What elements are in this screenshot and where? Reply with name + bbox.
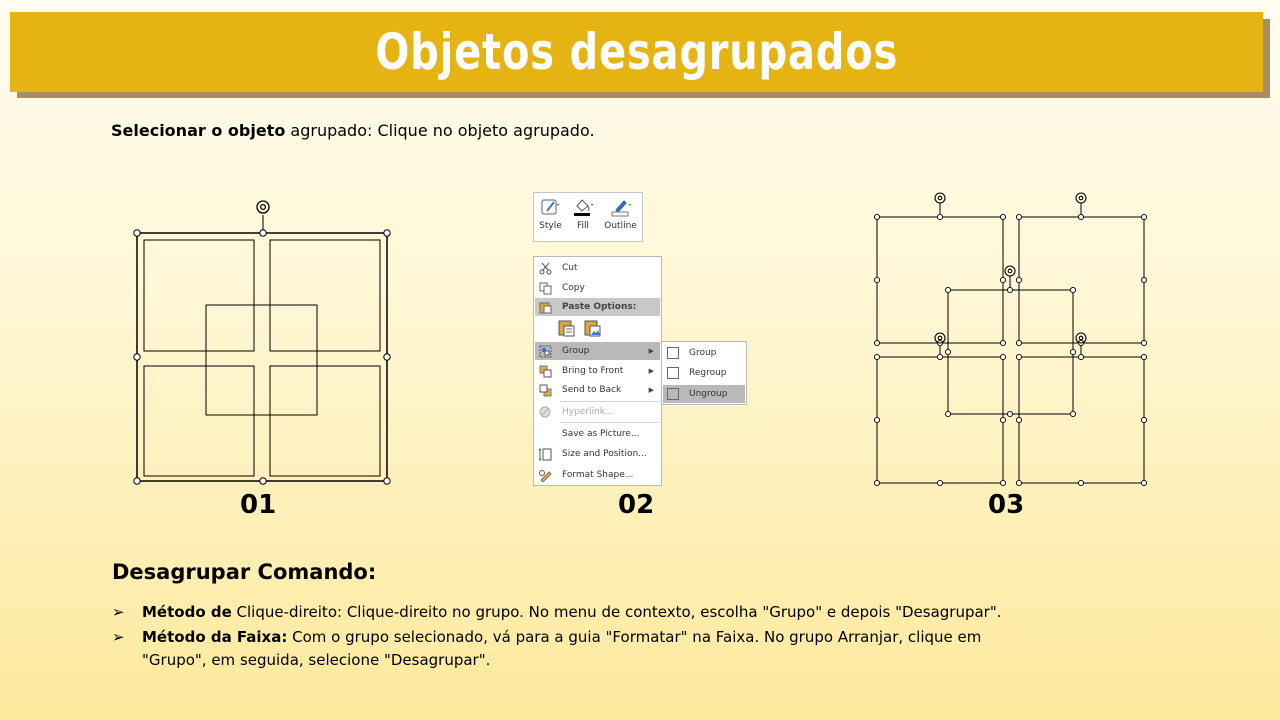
square-center	[206, 305, 317, 415]
fill-label: Fill	[576, 221, 590, 231]
submenu-arrow-icon: ▶	[648, 367, 654, 375]
figure-number-03: 03	[988, 490, 1025, 520]
menu-item-copy-label: Copy	[562, 283, 585, 293]
paste-options-header	[535, 298, 660, 316]
regroup-icon	[667, 367, 679, 379]
square-bottom-right	[270, 366, 380, 476]
submenu-item-group[interactable]	[663, 344, 745, 362]
bullet-bold: Método de	[142, 603, 232, 621]
section-title: Desagrupar Comando:	[112, 560, 377, 584]
square-bottom-left	[877, 357, 1003, 483]
figure-number-02: 02	[618, 490, 655, 520]
list-item	[112, 626, 1032, 672]
scissors-icon	[539, 262, 552, 275]
outline-button[interactable]	[604, 197, 637, 231]
square-top-left	[877, 217, 1003, 343]
size-position-icon	[539, 448, 552, 461]
figure-ungrouped-objects	[865, 185, 1160, 495]
style-label: Style	[539, 221, 562, 231]
submenu-arrow-icon: ▶	[648, 347, 654, 355]
format-shape-icon	[539, 469, 552, 482]
rotate-handle-icon	[935, 193, 1086, 343]
intro-bold: Selecionar o objeto	[111, 121, 286, 140]
figure-grouped-object	[125, 195, 400, 495]
page-title: Objetos desagrupados	[375, 23, 898, 81]
bullet-bold: Método da Faixa:	[142, 628, 288, 646]
submenu-item-regroup[interactable]	[663, 364, 745, 382]
figure-number-01: 01	[240, 490, 277, 520]
bring-to-front-icon	[539, 365, 552, 378]
menu-item-format-shape-label: Format Shape...	[562, 470, 634, 480]
menu-item-send-to-back[interactable]	[535, 381, 660, 399]
hyperlink-icon	[539, 406, 552, 419]
square-top-right	[270, 240, 380, 351]
submenu-item-group-label: Group	[689, 348, 717, 358]
selection-handles	[134, 230, 390, 484]
group-icon	[667, 347, 679, 359]
square-top-right	[1019, 217, 1144, 343]
group-submenu	[661, 341, 747, 405]
shape-format-mini-toolbar	[533, 192, 643, 242]
intro-rest: agrupado: Clique no objeto agrupado.	[285, 121, 595, 140]
paste-options-label: Paste Options:	[562, 302, 637, 312]
style-button[interactable]	[539, 197, 562, 231]
title-banner	[10, 12, 1263, 92]
arrow-bullet-icon: ➢	[112, 628, 125, 646]
outline-label: Outline	[604, 221, 637, 231]
context-menu	[533, 256, 662, 486]
square-bottom-left	[144, 366, 254, 476]
selection-frame	[137, 233, 387, 481]
paste-keep-format-icon[interactable]	[558, 319, 576, 337]
menu-item-save-as-picture-label: Save as Picture...	[562, 429, 640, 439]
intro-text	[111, 121, 595, 140]
group-icon	[539, 345, 552, 358]
menu-item-group[interactable]	[535, 342, 660, 360]
selection-handles	[874, 214, 1146, 485]
square-top-left	[144, 240, 254, 351]
menu-item-size-and-position-label: Size and Position...	[562, 449, 647, 459]
clipboard-icon	[539, 301, 552, 314]
fill-button[interactable]	[572, 197, 594, 231]
menu-item-copy[interactable]	[535, 279, 660, 297]
menu-item-cut-label: Cut	[562, 263, 578, 273]
menu-item-bring-to-front-label: Bring to Front	[562, 366, 624, 376]
rotate-handle-icon	[257, 201, 269, 213]
list-item	[112, 601, 1032, 624]
menu-item-cut[interactable]	[535, 259, 660, 277]
paste-picture-icon[interactable]	[584, 319, 602, 337]
submenu-item-ungroup[interactable]	[663, 385, 745, 403]
menu-item-bring-to-front[interactable]	[535, 362, 660, 380]
send-to-back-icon	[539, 384, 552, 397]
square-center	[948, 290, 1073, 414]
menu-item-group-label: Group	[562, 346, 590, 356]
ungroup-icon	[667, 388, 679, 400]
menu-item-size-and-position[interactable]	[535, 445, 660, 463]
menu-item-send-to-back-label: Send to Back	[562, 385, 622, 395]
copy-icon	[539, 282, 552, 295]
submenu-arrow-icon: ▶	[648, 386, 654, 394]
submenu-item-regroup-label: Regroup	[689, 368, 727, 378]
style-icon	[539, 197, 561, 217]
menu-item-save-as-picture[interactable]	[535, 425, 660, 443]
bullet-text: Clique-direito: Clique-direito no grupo. No menu de contexto, escolha "Grupo" e depois "Desagrupar".	[231, 603, 1002, 621]
arrow-bullet-icon: ➢	[112, 603, 125, 621]
menu-separator	[560, 401, 659, 402]
paste-options-buttons	[558, 319, 602, 337]
menu-item-format-shape[interactable]	[535, 466, 660, 484]
submenu-item-ungroup-label: Ungroup	[689, 389, 728, 399]
square-bottom-right	[1019, 357, 1144, 483]
outline-pen-icon	[610, 197, 632, 217]
menu-item-hyperlink-label: Hyperlink...	[562, 407, 614, 417]
method-list	[112, 601, 1032, 674]
menu-separator	[560, 422, 659, 423]
bullet-text: Com o grupo selecionado, vá para a guia "Formatar" na Faixa. No grupo Arranjar, clique em "Grupo", em seguida, selecione "Desagrupar".	[142, 628, 982, 669]
menu-item-hyperlink	[535, 403, 660, 421]
fill-bucket-icon	[572, 197, 594, 217]
